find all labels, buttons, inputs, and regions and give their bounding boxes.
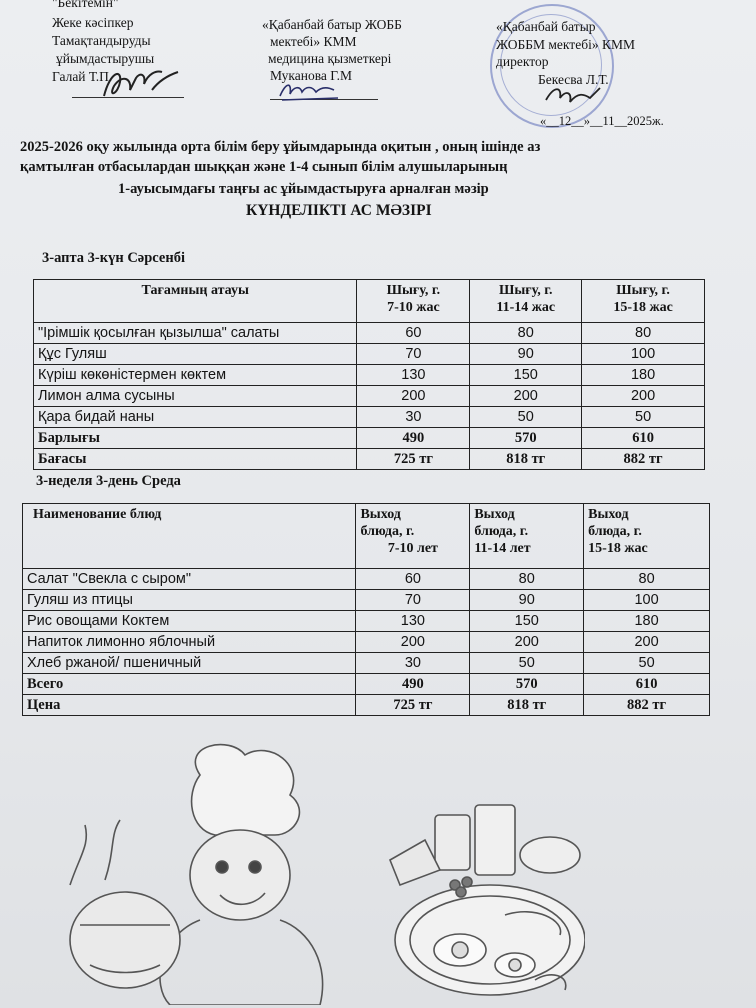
ru-col-11-14: Выход блюда, г. 11-14 лет: [470, 504, 584, 569]
ru-col-dish: Наименование блюд: [23, 504, 356, 569]
approve-left-l3: Тамақтандыруды: [52, 33, 151, 48]
kz-price-row: Бағасы 725 тг 818 тг 882 тг: [34, 449, 705, 470]
approve-right-l3: директор: [496, 54, 549, 69]
dish-name: Құс Гуляш: [34, 344, 357, 365]
approve-right-l1: «Қабанбай батыр: [496, 19, 596, 34]
approve-left-l1: "Бекітемін": [52, 0, 119, 10]
kz-col-11-14: Шығу, г. 11-14 жас: [470, 280, 582, 323]
approval-date: «__12__»__11__2025ж.: [540, 114, 664, 128]
kz-total-row: Барлығы 490 570 610: [34, 428, 705, 449]
table-row: Қара бидай наны 30 50 50: [34, 407, 705, 428]
dish-name: Гуляш из птицы: [23, 590, 356, 611]
ru-col-7-10: Выход блюда, г. 7-10 лет: [356, 504, 470, 569]
title-line-1: 2025-2026 оқу жылында орта білім беру ұйымдарында оқитын , оның ішінде аз: [20, 139, 541, 155]
dish-name: Лимон алма сусыны: [34, 386, 357, 407]
approve-mid-l2: мектебі» КММ: [270, 34, 357, 49]
table-row: Салат "Свекла с сыром" 60 80 80: [23, 569, 710, 590]
table-row: Напиток лимонно яблочный 200 200 200: [23, 632, 710, 653]
dish-name: Рис овощами Коктем: [23, 611, 356, 632]
title-line-2: қамтылған отбасылардан шыққан және 1-4 сынып білім алушыларының: [20, 159, 508, 175]
table-row: Күріш көкөністермен көктем 130 150 180: [34, 365, 705, 386]
signature-middle: [276, 78, 346, 104]
ru-price-row: Цена 725 тг 818 тг 882 тг: [23, 695, 710, 716]
approve-mid-l4: Муканова Г.М: [270, 68, 352, 83]
table-row: Рис овощами Коктем 130 150 180: [23, 611, 710, 632]
table-row: Лимон алма сусыны 200 200 200: [34, 386, 705, 407]
table-row: Құс Гуляш 70 90 100: [34, 344, 705, 365]
table-row: "Ірімшік қосылған қызылша" салаты 60 80 80: [34, 323, 705, 344]
ru-col-15-18: Выход блюда, г. 15-18 жас: [584, 504, 710, 569]
dish-name: "Ірімшік қосылған қызылша" салаты: [34, 323, 357, 344]
ru-total-row: Всего 490 570 610: [23, 674, 710, 695]
approve-left-l4: ұйымдастырушы: [56, 51, 155, 66]
approve-right-l4: Бекесва Л.Т.: [538, 72, 609, 87]
approve-right-l2: ЖОББМ мектебі» КММ: [496, 37, 635, 52]
dish-name: Күріш көкөністермен көктем: [34, 365, 357, 386]
signature-right: [540, 80, 610, 110]
approve-left-l5: Галай Т.П.: [52, 69, 113, 84]
breakfast-illustration: [385, 800, 585, 1000]
approve-left-l2: Жеке кәсіпкер: [52, 15, 134, 30]
kz-col-dish: Тағамның атауы: [34, 280, 357, 323]
dish-name: Напиток лимонно яблочный: [23, 632, 356, 653]
kz-week-heading: 3-апта 3-күн Сәрсенбі: [42, 250, 185, 266]
ru-week-heading: 3-неделя 3-день Среда: [36, 473, 181, 489]
dish-name: Салат "Свекла с сыром": [23, 569, 356, 590]
chef-illustration: [50, 735, 340, 1005]
kz-header-row: [34, 280, 705, 323]
approve-mid-l1: «Қабанбай батыр ЖОББ: [262, 17, 402, 32]
title-line-4: КҮНДЕЛІКТІ АС МӘЗІРІ: [246, 202, 432, 219]
dish-name: Хлеб ржаной/ пшеничный: [23, 653, 356, 674]
approve-mid-l3: медицина қызметкері: [268, 51, 392, 66]
dish-name: Қара бидай наны: [34, 407, 357, 428]
signature-left: [96, 64, 186, 104]
kz-col-7-10: Шығу, г. 7-10 жас: [357, 280, 470, 323]
ru-menu-table: [22, 503, 710, 716]
table-row: Гуляш из птицы 70 90 100: [23, 590, 710, 611]
kz-col-15-18: Шығу, г. 15-18 жас: [582, 280, 705, 323]
title-line-3: 1-ауысымдағы таңғы ас ұйымдастыруға арналған мәзір: [118, 181, 489, 197]
ru-header-row: [23, 504, 710, 569]
kz-menu-table: [33, 279, 705, 470]
table-row: Хлеб ржаной/ пшеничный 30 50 50: [23, 653, 710, 674]
